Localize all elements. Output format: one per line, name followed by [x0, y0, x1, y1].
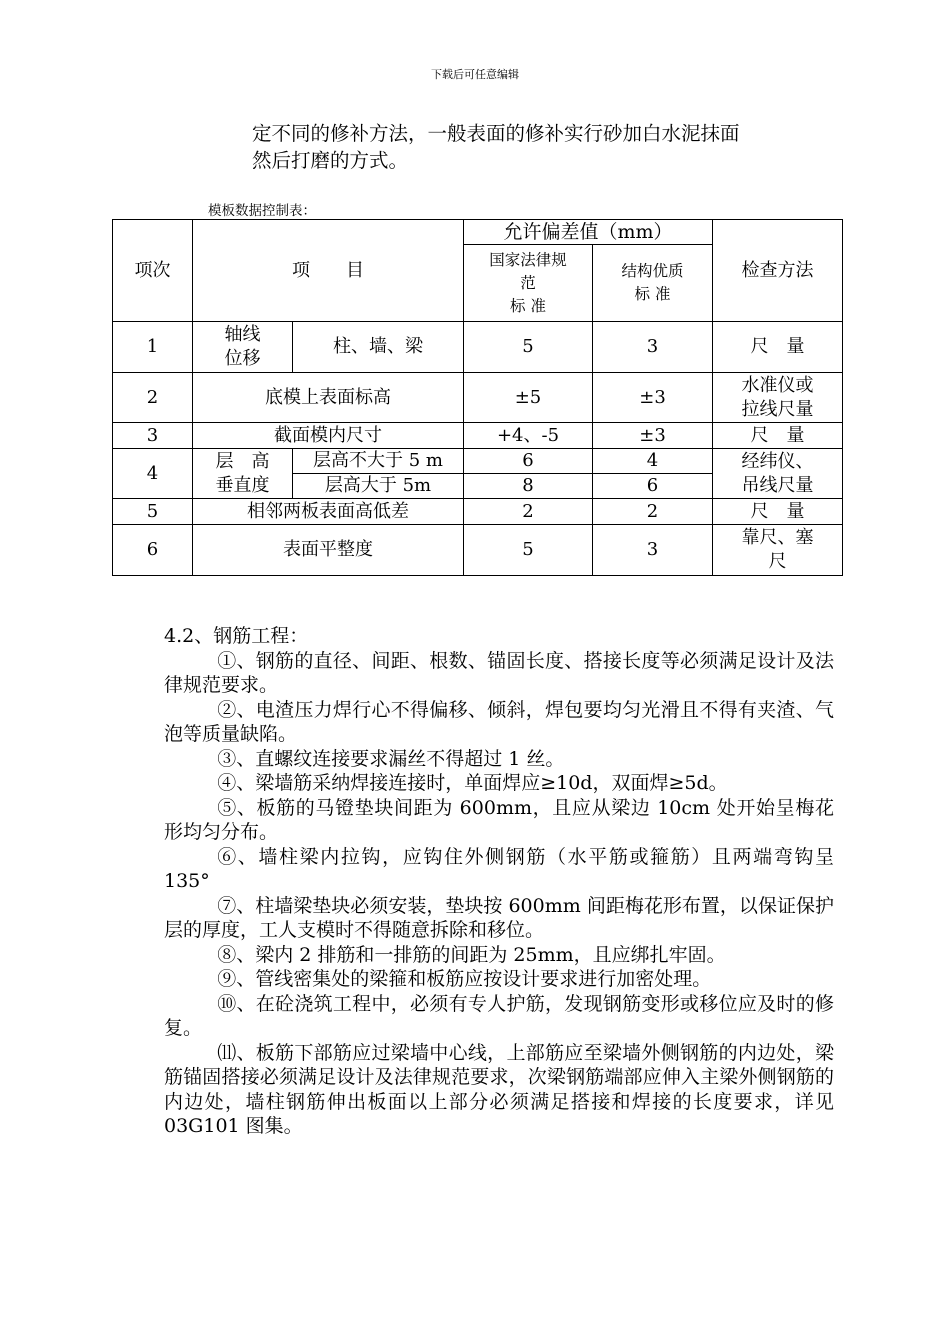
rebar-item: ③、直螺纹连接要求漏丝不得超过 1 丝。 — [217, 747, 565, 770]
row-method — [713, 373, 843, 423]
rebar-item: ①、钢筋的直径、间距、根数、锚固长度、搭接长度等必须满足设计及法律规范要求。 — [164, 649, 834, 696]
row-method-line-2: 拉线尺量 — [741, 398, 814, 420]
row-method-line-1: 经纬仪、 — [741, 450, 814, 472]
row-subitem: 层高不大于 5 m — [293, 449, 464, 474]
row-national-value: 6 — [464, 449, 593, 474]
row-method: 尺 量 — [713, 322, 843, 373]
row-group-line-1: 层 高 — [215, 450, 270, 472]
header-no: 项次 — [113, 220, 193, 322]
table-row-4a — [113, 449, 843, 474]
table-row-5 — [113, 499, 843, 525]
row-method-line-2: 尺 — [768, 551, 787, 572]
table-row-2 — [113, 373, 843, 423]
row-item: 表面平整度 — [193, 525, 464, 576]
rebar-item: ⑩、在砼浇筑工程中，必须有专人护筋，发现钢筋变形或移位应及时的修复。 — [164, 992, 834, 1039]
header-national-line-3: 标 准 — [510, 296, 546, 315]
row-method — [713, 449, 843, 499]
row-no: 4 — [113, 449, 193, 499]
row-national-value: 5 — [464, 322, 593, 373]
row-national-value: +4、-5 — [464, 423, 593, 449]
page-header: 下载后可任意编辑 — [431, 68, 519, 81]
rebar-item: ⑦、柱墙梁垫块必须安装，垫块按 600mm 间距梅花形布置，以保证保护层的厚度，工人支模时不得随意拆除和移位。 — [164, 894, 834, 941]
row-quality-value: 6 — [593, 474, 713, 499]
header-quality-line-2: 标 准 — [634, 285, 671, 303]
row-method: 尺 量 — [713, 499, 843, 525]
row-national-value: 5 — [464, 525, 593, 576]
header-national-line-2: 范 — [520, 273, 536, 292]
header-national-standard — [464, 245, 593, 322]
rebar-item: ⑾、板筋下部筋应过梁墙中心线，上部筋应至梁墙外侧钢筋的内边处，梁筋锚固搭接必须满足设计及法律规范要求，次梁钢筋端部应伸入主梁外侧钢筋的内边处，墙柱钢筋伸出板面以上部分必须满足搭接和焊接的长度要求，详见 03G101 图集。 — [164, 1041, 834, 1137]
row-national-value: 8 — [464, 474, 593, 499]
row-quality-value: 2 — [593, 499, 713, 525]
header-national-line-1: 国家法律规 — [489, 250, 567, 269]
section-title: 4.2、钢筋工程： — [164, 625, 309, 647]
row-method-line-1: 靠尺、塞 — [741, 527, 814, 548]
row-method — [713, 525, 843, 576]
table-caption: 模板数据控制表： — [208, 203, 316, 219]
row-quality-value: 4 — [593, 449, 713, 474]
row-group — [193, 322, 293, 373]
rebar-item: ⑥、墙柱梁内拉钩，应钩住外侧钢筋（水平筋或箍筋）且两端弯钩呈 135° — [164, 845, 834, 892]
row-group-line-1: 轴线 — [224, 324, 261, 345]
row-item: 相邻两板表面高低差 — [193, 499, 464, 525]
row-quality-value: 3 — [593, 322, 713, 373]
rebar-item: ⑨、管线密集处的梁箍和板筋应按设计要求进行加密处理。 — [217, 968, 712, 990]
row-no: 6 — [113, 525, 193, 576]
row-national-value: ±5 — [464, 373, 593, 423]
row-method-line-1: 水准仪或 — [741, 374, 814, 396]
table-row-6 — [113, 525, 843, 576]
row-national-value: 2 — [464, 499, 593, 525]
row-no: 1 — [113, 322, 193, 373]
rebar-item: ④、梁墙筋采纳焊接连接时，单面焊应≥10d，双面焊≥5d。 — [217, 772, 728, 794]
row-subitem: 层高大于 5m — [293, 474, 464, 499]
row-quality-value: ±3 — [593, 423, 713, 449]
row-group-line-2: 位移 — [224, 348, 261, 369]
intro-line-2: 然后打磨的方式。 — [252, 149, 409, 172]
rebar-item: ⑤、板筋的马镫垫块间距为 600mm，且应从梁边 10cm 处开始呈梅花形均匀分布。 — [164, 796, 834, 843]
table-row-1 — [113, 322, 843, 373]
rebar-section — [164, 624, 834, 1139]
intro-line-1: 定不同的修补方法，一般表面的修补实行砂加白水泥抹面 — [252, 122, 740, 145]
rebar-item: ②、电渣压力焊行心不得偏移、倾斜，焊包要均匀光滑且不得有夹渣、气泡等质量缺陷。 — [164, 698, 834, 745]
header-quality-line-1: 结构优质 — [621, 262, 684, 280]
header-item: 项 目 — [193, 220, 464, 322]
row-subitem: 柱、墙、梁 — [293, 322, 464, 373]
row-method-line-2: 吊线尺量 — [741, 474, 814, 496]
intro-paragraph — [252, 120, 852, 174]
row-group-line-2: 垂直度 — [215, 474, 270, 496]
rebar-item: ⑧、梁内 2 排筋和一排筋的间距为 25mm，且应绑扎牢固。 — [217, 943, 726, 966]
header-method: 检查方法 — [713, 220, 843, 322]
row-item: 截面模内尺寸 — [193, 423, 464, 449]
row-no: 5 — [113, 499, 193, 525]
row-quality-value: 3 — [593, 525, 713, 576]
header-tolerance: 允许偏差值（mm） — [464, 220, 713, 245]
row-method: 尺 量 — [713, 423, 843, 449]
header-quality-standard — [593, 245, 713, 322]
table-header-row — [113, 220, 843, 245]
row-no: 3 — [113, 423, 193, 449]
table-row-3 — [113, 423, 843, 449]
formwork-tolerance-table — [112, 219, 843, 576]
row-item: 底模上表面标高 — [193, 373, 464, 423]
row-no: 2 — [113, 373, 193, 423]
row-quality-value: ±3 — [593, 373, 713, 423]
row-group — [193, 449, 293, 499]
